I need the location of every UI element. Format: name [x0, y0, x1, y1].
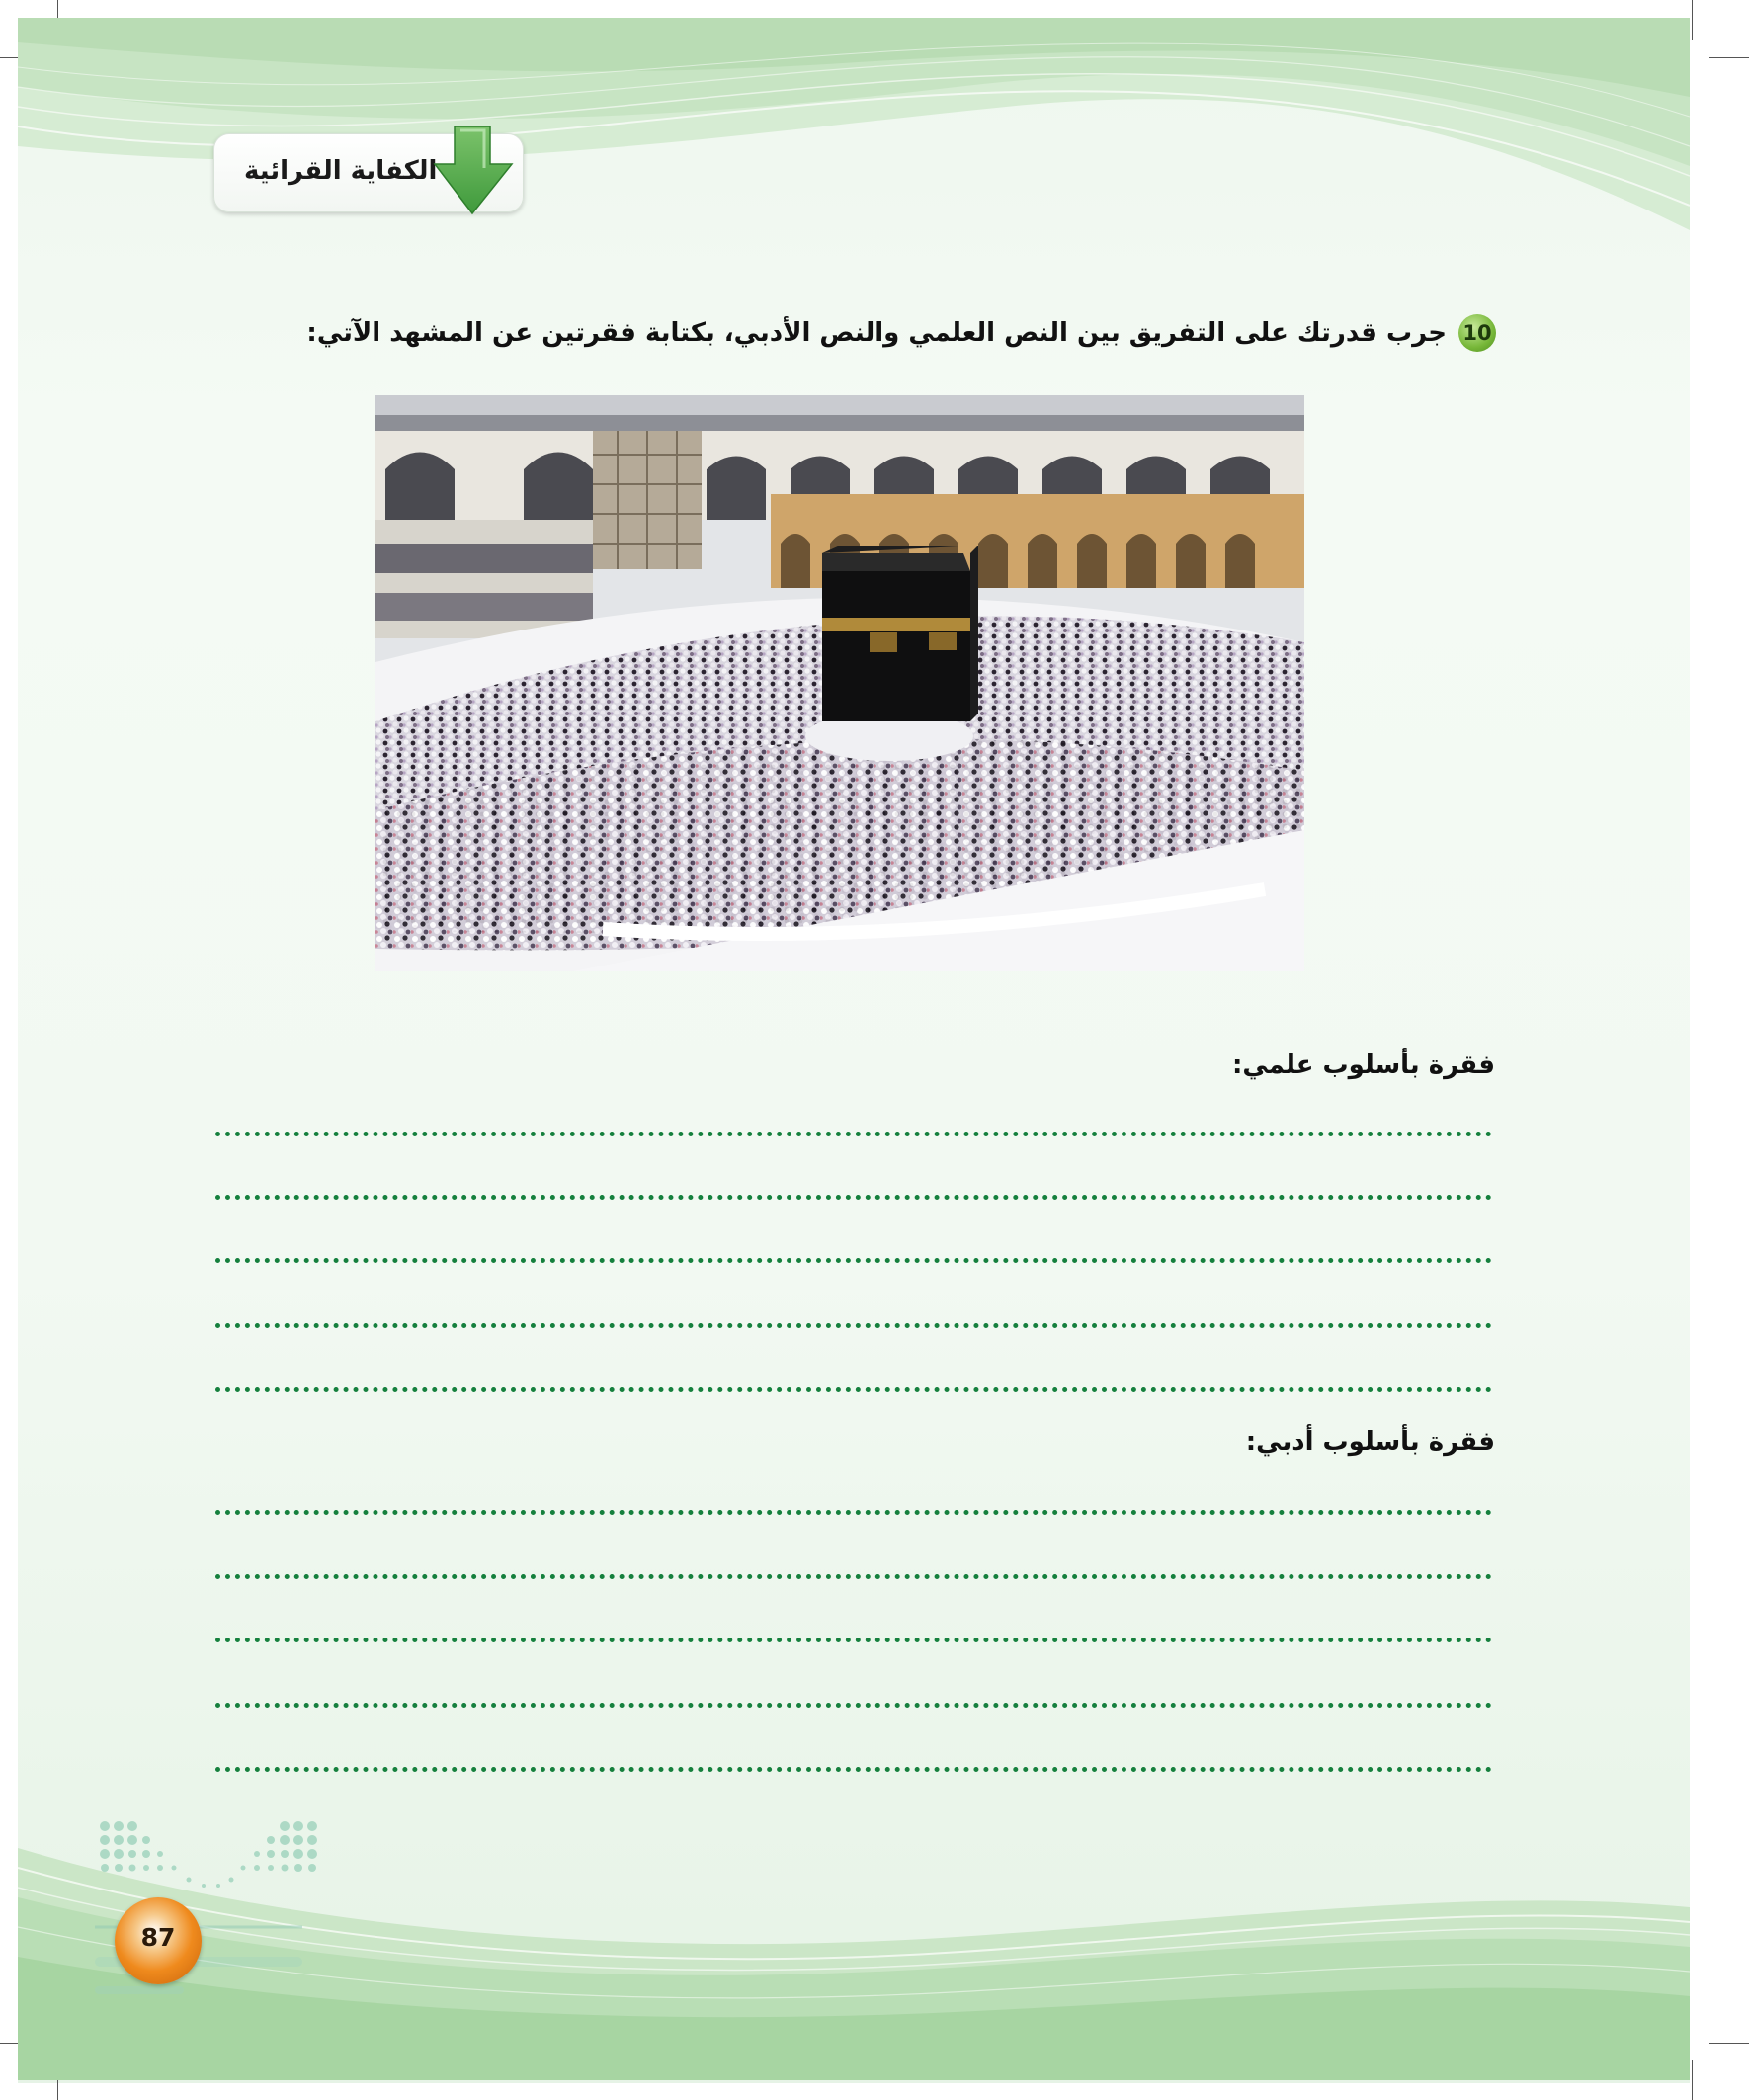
question-number-badge: 10 — [1458, 314, 1496, 352]
crop-mark — [1692, 0, 1693, 40]
question-10 — [211, 311, 1496, 355]
scientific-paragraph-label: فقرة بأسلوب علمي: — [1231, 1050, 1495, 1080]
crop-mark — [1709, 2043, 1749, 2044]
writing-line[interactable] — [215, 1767, 1492, 1772]
writing-line[interactable] — [215, 1638, 1492, 1642]
writing-line[interactable] — [215, 1574, 1492, 1579]
page-number-badge — [115, 1897, 202, 1984]
writing-line[interactable] — [215, 1703, 1492, 1708]
writing-line[interactable] — [215, 1132, 1492, 1136]
writing-line[interactable] — [215, 1323, 1492, 1328]
crop-mark — [1709, 57, 1749, 58]
writing-line[interactable] — [215, 1387, 1492, 1392]
writing-line[interactable] — [215, 1510, 1492, 1515]
writing-line[interactable] — [215, 1195, 1492, 1200]
kaaba-crowd-photo — [375, 395, 1304, 971]
question-text: جرب قدرتك على التفريق بين النص العلمي والنص الأدبي، بكتابة فقرتين عن المشهد الآتي: — [306, 318, 1447, 348]
writing-line[interactable] — [215, 1258, 1492, 1263]
crop-mark — [1692, 2060, 1693, 2100]
arrow-down-icon — [433, 125, 514, 215]
section-title: الكفاية القرائية — [244, 156, 438, 186]
literary-paragraph-label: فقرة بأسلوب أدبي: — [1245, 1427, 1495, 1457]
page-number: 87 — [140, 1923, 176, 1952]
